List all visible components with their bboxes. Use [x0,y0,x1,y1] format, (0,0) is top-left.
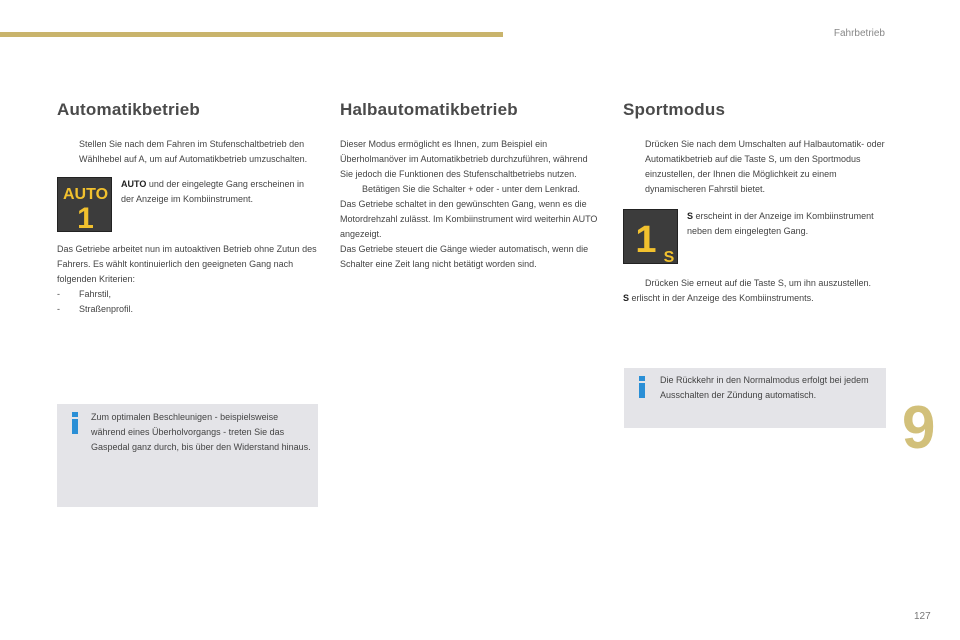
chapter-number: 9 [902,394,936,461]
instruction-item [57,137,319,167]
instruction-text: Betätigen Sie die Schalter + oder - unter dem Lenkrad. [362,184,580,194]
display-caption-bold: AUTO [121,179,147,189]
bullet-arrow-icon [623,276,645,291]
instruction-text: Stellen Sie nach dem Fahren im Stufenschaltbetrieb den Wählhebel auf A, um auf Automatikbetrieb umzuschalten. [79,139,308,164]
bullet-arrow-icon [340,182,362,197]
auto-display-icon [58,178,113,233]
paragraph [623,291,885,306]
instruction-item [340,182,598,197]
note-text: erlischt in der Anzeige des Kombiinstruments. [629,293,814,303]
display-caption-text: und der eingelegte Gang erscheinen in der Anzeige im Kombiinstrument. [121,179,304,204]
section-title: Sportmodus [623,100,726,119]
sport-gear-display-image [623,209,678,264]
auto-gear-display-image [57,177,112,232]
sport-display-icon [624,210,679,265]
paragraph: Dieser Modus ermöglicht es Ihnen, zum Beispiel ein Überholmanöver im Automatikbetrieb durchzuführen, während Sie jedoch die Funktionen des Stufenschaltbetriebs nutzen. [340,139,588,179]
instruction-text: Drücken Sie erneut auf die Taste S, um ihn auszustellen. [645,278,871,288]
info-box-acceleration [57,404,318,507]
dash-mark: - [57,304,60,314]
bullet-arrow-icon [623,137,645,197]
list-item-text: Straßenprofil. [79,304,134,314]
display-illustration [57,177,319,232]
instruction-text: Drücken Sie nach dem Umschalten auf Halbautomatik- oder Automatikbetrieb auf die Taste S, um den Sportmodus einzustellen, der Ihnen die Möglichkeit zu einem dynamischeren Fahrstil bietet. [645,139,885,194]
list-item [57,287,319,302]
section-sport-mode [623,100,885,306]
accent-bar [0,32,503,37]
bullet-arrow-icon [57,137,79,167]
info-text: Die Rückkehr in den Normalmodus erfolgt bei jedem Ausschalten der Zündung automatisch. [660,375,869,400]
paragraph: Das Getriebe schaltet in den gewünschten Gang, wenn es die Motordrehzahl zulässt. Im Kombiinstrument wird weiterhin AUTO angezeigt. [340,199,598,239]
display-gear-digit: 1 [635,219,657,261]
page-number: 127 [914,611,931,622]
dash-mark: - [57,289,60,299]
list-item-text: Fahrstil, [79,289,112,299]
info-text: Zum optimalen Beschleunigen - beispielsweise während eines Überholvorgangs - treten Sie das Gaspedal ganz durch, bis über den Widerstand hinaus. [91,412,311,452]
info-icon [71,412,79,434]
display-auto-label: AUTO [62,186,109,203]
display-illustration [623,209,885,264]
display-caption-bold: S [687,211,694,221]
chapter-name: Fahrbetrieb [833,28,885,39]
display-caption [687,209,885,264]
info-icon [638,376,646,398]
display-caption-text: erscheint in der Anzeige im Kombiinstrument neben dem eingelegten Gang. [687,211,874,236]
section-title: Halbautomatikbetrieb [340,100,518,119]
instruction-item [623,276,885,291]
info-box-normal-mode [624,368,886,428]
paragraph: Das Getriebe arbeitet nun im autoaktiven Betrieb ohne Zutun des Fahrers. Es wählt kontinuierlich den geeigneten Gang nach folgenden Kriterien: [57,244,317,284]
instruction-item [623,137,885,197]
section-title: Automatikbetrieb [57,100,200,119]
section-semi-automatic [340,100,598,272]
paragraph: Das Getriebe steuert die Gänge wieder automatisch, wenn die Schalter eine Zeit lang nicht betätigt worden sind. [340,244,589,269]
section-automatic [57,100,319,317]
note-bold: S [623,293,630,303]
display-sport-letter: S [663,249,675,265]
display-gear-digit: 1 [77,202,94,233]
list-item [57,302,319,317]
display-caption [121,177,319,232]
